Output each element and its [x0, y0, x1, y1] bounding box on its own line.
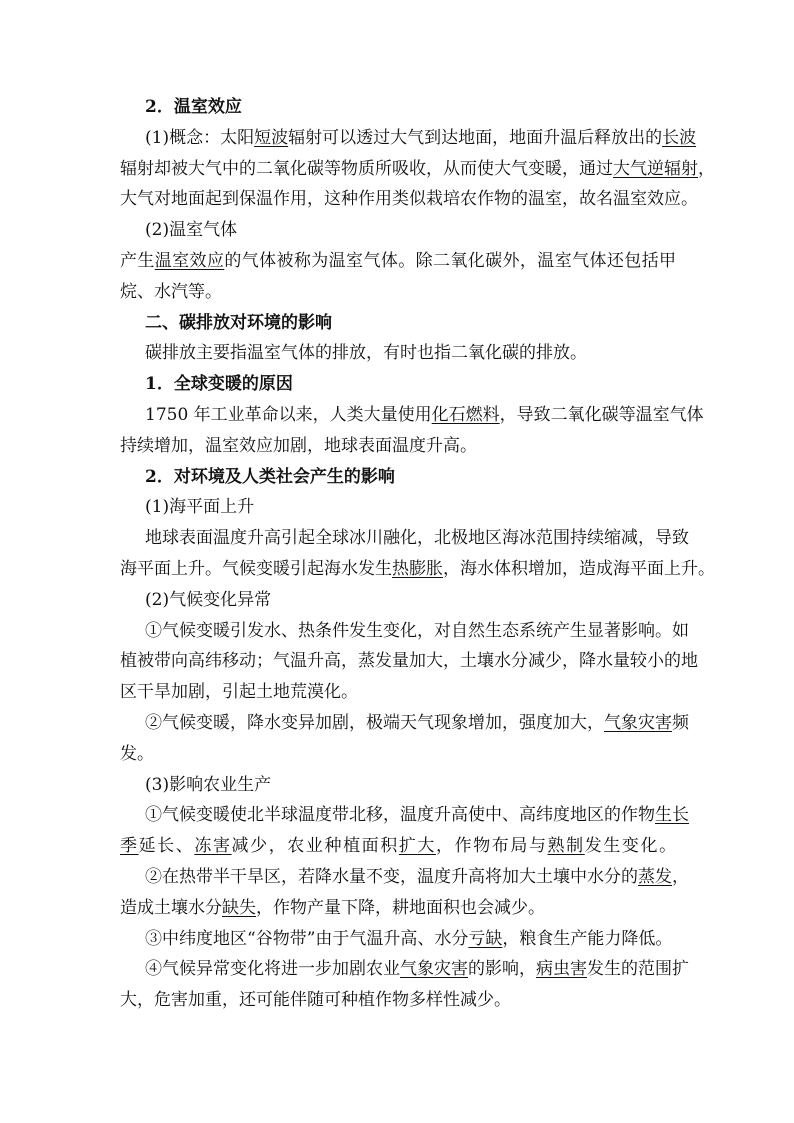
agri-item4-line-2: 大，危害加重，还可能伴随可种植作物多样性减少。: [120, 990, 511, 1011]
climate-item1-line-1: ①气候变暖引发水、热条件发生变化，对自然生态系统产生显著影响。如: [145, 620, 689, 641]
keyword-fossil-fuel: 化石燃料: [431, 404, 500, 425]
impact-title: 2．对环境及人类社会产生的影响: [145, 466, 395, 487]
text-span: ，: [698, 158, 715, 179]
text-span: ④气候异常变化将进一步加剧农业: [145, 959, 400, 980]
sea-line-2: [120, 554, 715, 585]
text-span: 发生的范围扩: [587, 959, 689, 980]
text-span: 1750 年工业革命以来，人类大量使用: [145, 404, 432, 425]
agri-item1-line-1: [120, 800, 689, 831]
agri-item2-line-2: [120, 893, 676, 924]
keyword-growing-season: 生长: [655, 805, 689, 826]
text-span: 减少，农业种植面积: [231, 836, 399, 857]
text-span: ，导致二氧化碳等温室气体: [499, 404, 704, 425]
keyword-frost-damage: 冻害: [194, 836, 232, 857]
sea-heading: (1)海平面上升: [145, 497, 255, 518]
cause-line-2: 持续增加，温室效应加剧，地球表面温度升高。: [120, 435, 477, 456]
climate-heading: (2)气候变化异常: [145, 589, 272, 610]
text-span: 频: [672, 712, 689, 733]
climate-item1-line-2: 植被带向高纬移动；气温升高，蒸发量加大，土壤水分减少，降水量较小的地: [120, 651, 698, 672]
text-span: 辐射却被大气中的二氧化碳等物质所吸收，从而使大气变暖，通过: [120, 158, 613, 179]
keyword-agri-meteorological-disaster: 气象灾害: [400, 959, 468, 980]
agri-item1-line-2: [120, 831, 676, 862]
keyword-shortwave: 短波: [254, 127, 289, 148]
gas-line-2: 烷、水汽等。: [120, 281, 222, 302]
text-span: 的影响，: [468, 959, 536, 980]
climate-item2-line-2: 发。: [120, 743, 154, 764]
section-title-carbon: 二、碳排放对环境的影响: [145, 312, 332, 333]
text-span: ，海水体积增加，造成海平面上升。: [443, 558, 715, 579]
keyword-water-shortage: 亏缺: [468, 928, 503, 949]
text-span: ③中纬度地区“谷物带”由于气温升高、水分: [145, 928, 469, 949]
gas-line-1: [120, 246, 676, 277]
sea-line-1: 地球表面温度升高引起全球冰川融化，北极地区海冰范围持续缩减，导致: [145, 528, 689, 549]
section-title-greenhouse: 2．温室效应: [145, 97, 242, 117]
text-span: 延长、: [138, 836, 195, 857]
keyword-meteorological-disaster: 气象灾害: [604, 712, 672, 733]
cause-line-1: [120, 400, 704, 431]
keyword-deficit: 缺失: [222, 897, 256, 918]
keyword-growing-season-cont: 季: [120, 836, 139, 857]
text-span: ，粮食生产能力降低。: [502, 928, 673, 949]
keyword-atmospheric-counter-radiation: 大气逆辐射: [613, 158, 698, 179]
text-span: ，: [672, 866, 689, 887]
text-span: ①气候变暖使北半球温度带北移，温度升高使中、高纬度地区的作物: [145, 805, 655, 826]
document-page: [120, 92, 715, 1016]
keyword-evaporation: 蒸发: [638, 866, 672, 887]
text-span: 海平面上升。气候变暖引起海水发生: [120, 558, 392, 579]
keyword-greenhouse-effect: 温室效应: [154, 250, 225, 271]
keyword-longwave: 长波: [662, 127, 697, 148]
agri-item2-line-1: [120, 862, 689, 893]
concept-line-1: [120, 123, 697, 154]
text-span: ②气候变暖，降水变异加剧，极端天气现象增加，强度加大，: [145, 712, 604, 733]
agri-heading: (3)影响农业生产: [145, 774, 272, 795]
text-span: 的气体被称为温室气体。除二氧化碳外，温室气体还包括甲: [224, 250, 677, 271]
gas-heading: (2)温室气体: [145, 220, 238, 241]
text-span: ，作物产量下降，耕地面积也会减少。: [256, 897, 545, 918]
text-span: ②在热带半干旱区，若降水量不变，温度升高将加大土壤中水分的: [145, 866, 638, 887]
concept-line-2: [120, 154, 715, 185]
climate-item1-line-3: 区干旱加剧，引起土地荒漠化。: [120, 682, 358, 703]
text-span: ，作物布局与: [436, 836, 548, 857]
carbon-intro: 碳排放主要指温室气体的排放，有时也指二氧化碳的排放。: [145, 343, 587, 364]
cause-title: 1．全球变暖的原因: [145, 374, 293, 395]
agri-item3-line-1: [120, 924, 676, 955]
text-span: 产生: [120, 250, 155, 271]
text-span: 发生变化。: [584, 836, 677, 857]
keyword-cropping-system: 熟制: [547, 836, 585, 857]
keyword-expand: 扩大: [398, 836, 437, 857]
text-span: 太阳: [220, 127, 255, 148]
text-span: 辐射可以透过大气到达地面，地面升温后释放出的: [288, 127, 663, 148]
keyword-thermal-expansion: 热膨胀: [392, 558, 443, 579]
concept-label: (1)概念：: [145, 127, 221, 148]
text-span: 造成土壤水分: [120, 897, 222, 918]
keyword-pests-diseases: 病虫害: [536, 959, 587, 980]
agri-item4-line-1: [120, 954, 689, 985]
concept-line-3: 大气对地面起到保温作用，这种作用类似栽培农作物的温室，故名温室效应。: [120, 189, 698, 210]
climate-item2-line-1: [120, 708, 689, 739]
